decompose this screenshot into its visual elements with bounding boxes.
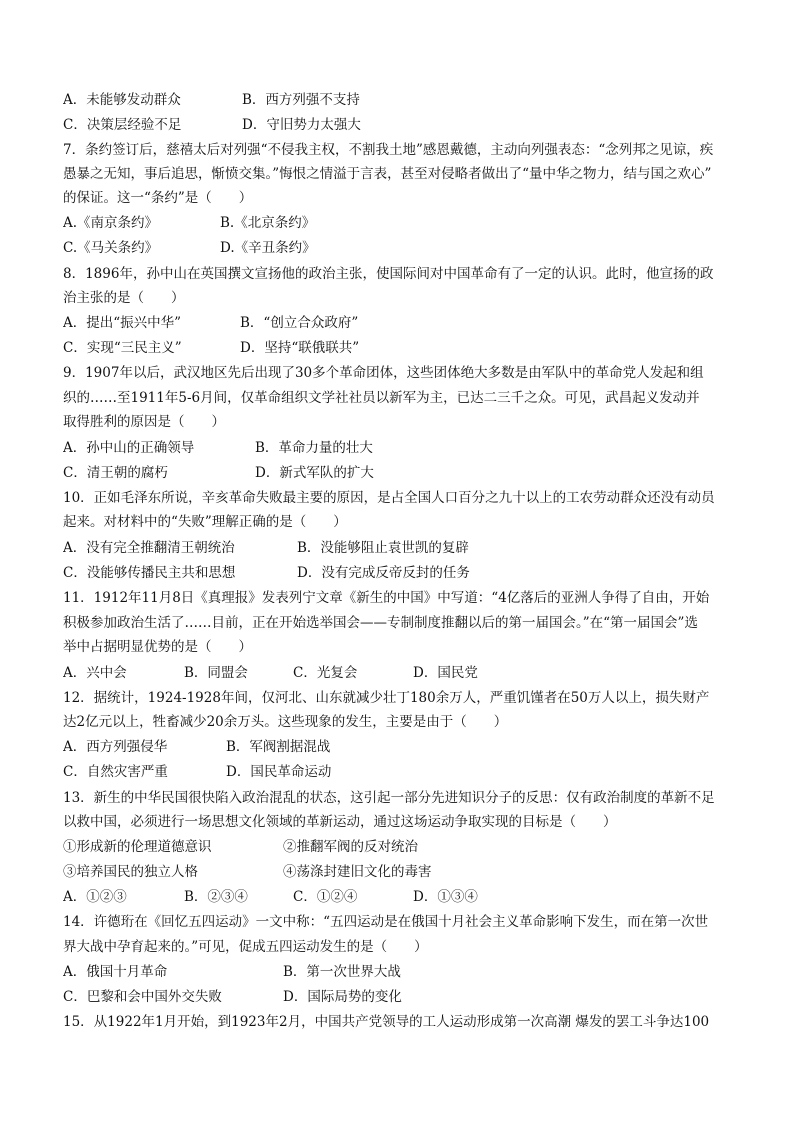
q12-stem-line-1: 12．据统计，1924-1928年间，仅河北、山东就减少壮丁180余万人，严重饥馑者在50万人以上，损失财产 xyxy=(63,690,710,706)
q12-option-d: D．国民革命运动 xyxy=(226,764,332,780)
q8-option-b: B．“创立合众政府” xyxy=(240,315,359,331)
q8-stem-line-2: 治主张的是（ ） xyxy=(63,290,185,306)
q13-statement-3: ③培养国民的独立人格 xyxy=(63,864,198,880)
q14-stem-line-1: 14．许德珩在《回忆五四运动》一文中称：“五四运动是在俄国十月社会主义革命影响下发生，而在第一次世 xyxy=(63,914,709,930)
q14-option-row-2 xyxy=(63,985,743,1009)
q10-option-c: C．没能够传播民主共和思想 xyxy=(63,565,236,581)
q7-option-row-2 xyxy=(63,236,743,260)
q6-option-b: B．西方列强不支持 xyxy=(242,92,360,108)
q7-option-a: A.《南京条约》 xyxy=(63,215,159,231)
q8-option-d: D．坚持“联俄联共” xyxy=(240,340,360,356)
q7-stem-line-3: 的保证。这一“条约”是（ ） xyxy=(63,190,253,206)
q6-option-row-2 xyxy=(63,113,743,137)
q11-option-c: C．光复会 xyxy=(293,665,358,681)
q8-option-a: A．提出“振兴中华” xyxy=(63,315,182,331)
q14-option-d: D．国际局势的变化 xyxy=(283,989,402,1005)
q11-stem-line-1: 11．1912年11月8日《真理报》发表列宁文章《新生的中国》中写道：“4亿落后的亚洲人争得了自由，开始 xyxy=(63,590,710,606)
q11-stem-line-3: 举中占据明显优势的是（ ） xyxy=(63,639,252,655)
q13-option-b: B．②③④ xyxy=(184,889,248,905)
q12-option-row-1 xyxy=(63,735,743,759)
q14-option-b: B．第一次世界大战 xyxy=(283,964,401,980)
q9-stem-line-1: 9．1907年以后，武汉地区先后出现了30多个革命团体，这些团体绝大多数是由军队中的革命党人发起和组 xyxy=(63,365,704,381)
q13-statement-2: ②推翻军阀的反对统治 xyxy=(283,839,418,855)
q15-stem-line-1: 15．从1922年1月开始，到1923年2月，中国共产党领导的工人运动形成第一次高潮 爆发的罢工斗争达100 xyxy=(63,1014,710,1030)
q14-option-row-1 xyxy=(63,960,743,984)
q14-stem-line-2: 界大战中孕育起来的。”可见，促成五四运动发生的是（ ） xyxy=(63,939,428,955)
q9-stem-line-3: 取得胜利的原因是（ ） xyxy=(63,414,225,430)
q11-option-row xyxy=(63,661,743,685)
q10-option-row-2 xyxy=(63,561,743,585)
q13-option-c: C．①②④ xyxy=(293,889,358,905)
q7-option-b: B.《北京条约》 xyxy=(220,215,316,231)
q7-option-c: C.《马关条约》 xyxy=(63,240,159,256)
q10-option-b: B．没能够阻止袁世凯的复辟 xyxy=(297,540,469,556)
q10-option-d: D．没有完成反帝反封的任务 xyxy=(297,565,470,581)
q8-option-row-1 xyxy=(63,311,743,335)
q12-option-c: C．自然灾害严重 xyxy=(63,764,168,780)
q13-option-row xyxy=(63,885,743,909)
q7-stem-line-2: 愚暴之无知，事后追思，惭愤交集。”悔恨之情溢于言表，甚至对侵略者做出了“量中华之物力，结与国之欢心” xyxy=(63,166,712,182)
q13-option-d: D．①③④ xyxy=(413,889,478,905)
q7-stem-line-1: 7．条约签订后，慈禧太后对列强“不侵我主权，不割我土地”感恩戴德，主动向列强表态：“念列邦之见谅，疾 xyxy=(63,142,714,158)
q9-option-b: B．革命力量的壮大 xyxy=(255,440,373,456)
q9-option-row-1 xyxy=(63,436,743,460)
q11-option-a: A．兴中会 xyxy=(63,665,127,681)
q13-stem-line-1: 13．新生的中华民国很快陷入政治混乱的状态，这引起一部分先进知识分子的反思：仅有政治制度的革新不足 xyxy=(63,790,715,806)
q7-option-d: D.《辛丑条约》 xyxy=(220,240,316,256)
q8-option-row-2 xyxy=(63,336,743,360)
q12-option-row-2 xyxy=(63,760,743,784)
q9-option-c: C．清王朝的腐朽 xyxy=(63,465,168,481)
q13-statement-4: ④荡涤封建旧文化的毒害 xyxy=(283,864,432,880)
q9-option-d: D．新式军队的扩大 xyxy=(255,465,374,481)
q11-option-b: B．同盟会 xyxy=(184,665,248,681)
q7-option-row-1 xyxy=(63,211,743,235)
q12-stem-line-2: 达2亿元以上，牲畜减少20余万头。这些现象的发生，主要是由于（ ） xyxy=(63,714,508,730)
q14-option-a: A．俄国十月革命 xyxy=(63,964,168,980)
q6-option-d: D．守旧势力太强大 xyxy=(242,117,361,133)
q10-stem-line-1: 10．正如毛泽东所说，辛亥革命失败最主要的原因，是占全国人口百分之九十以上的工农劳动群众还没有动员 xyxy=(63,490,715,506)
q12-option-a: A．西方列强侵华 xyxy=(63,739,168,755)
q13-stem-line-2: 以救中国，必须进行一场思想文化领域的革新运动，通过这场运动争取实现的目标是（ ） xyxy=(63,814,617,830)
q13-statement-1: ①形成新的伦理道德意识 xyxy=(63,839,212,855)
q14-option-c: C．巴黎和会中国外交失败 xyxy=(63,989,222,1005)
q6-option-c: C．决策层经验不足 xyxy=(63,117,182,133)
q6-option-a: A．未能够发动群众 xyxy=(63,92,181,108)
q13-option-a: A．①②③ xyxy=(63,889,127,905)
q13-statement-row-2 xyxy=(63,860,743,884)
q10-option-row-1 xyxy=(63,536,743,560)
q10-stem-line-2: 起来。对材料中的“失败”理解正确的是（ ） xyxy=(63,514,347,530)
q10-option-a: A．没有完全推翻清王朝统治 xyxy=(63,540,235,556)
q9-option-a: A．孙中山的正确领导 xyxy=(63,440,195,456)
q11-stem-line-2: 积极参加政治生活了……目前，正在开始选举国会——专制制度推翻以后的第一届国会。”在“第一届国会”选 xyxy=(63,615,698,631)
q9-stem-line-2: 织的……至1911年5-6月间，仅革命组织文学社社员以新军为主，已达二三千之众。可见，武昌起义发动并 xyxy=(63,390,700,406)
q13-statement-row-1 xyxy=(63,835,743,859)
q12-option-b: B．军阀割据混战 xyxy=(226,739,331,755)
q6-option-row-1 xyxy=(63,88,743,112)
q8-stem-line-1: 8．1896年，孙中山在英国撰文宣扬他的政治主张，使国际间对中国革命有了一定的认识。此时，他宣扬的政 xyxy=(63,266,714,282)
q9-option-row-2 xyxy=(63,461,743,485)
q11-option-d: D．国民党 xyxy=(413,665,478,681)
q8-option-c: C．实现“三民主义” xyxy=(63,340,182,356)
